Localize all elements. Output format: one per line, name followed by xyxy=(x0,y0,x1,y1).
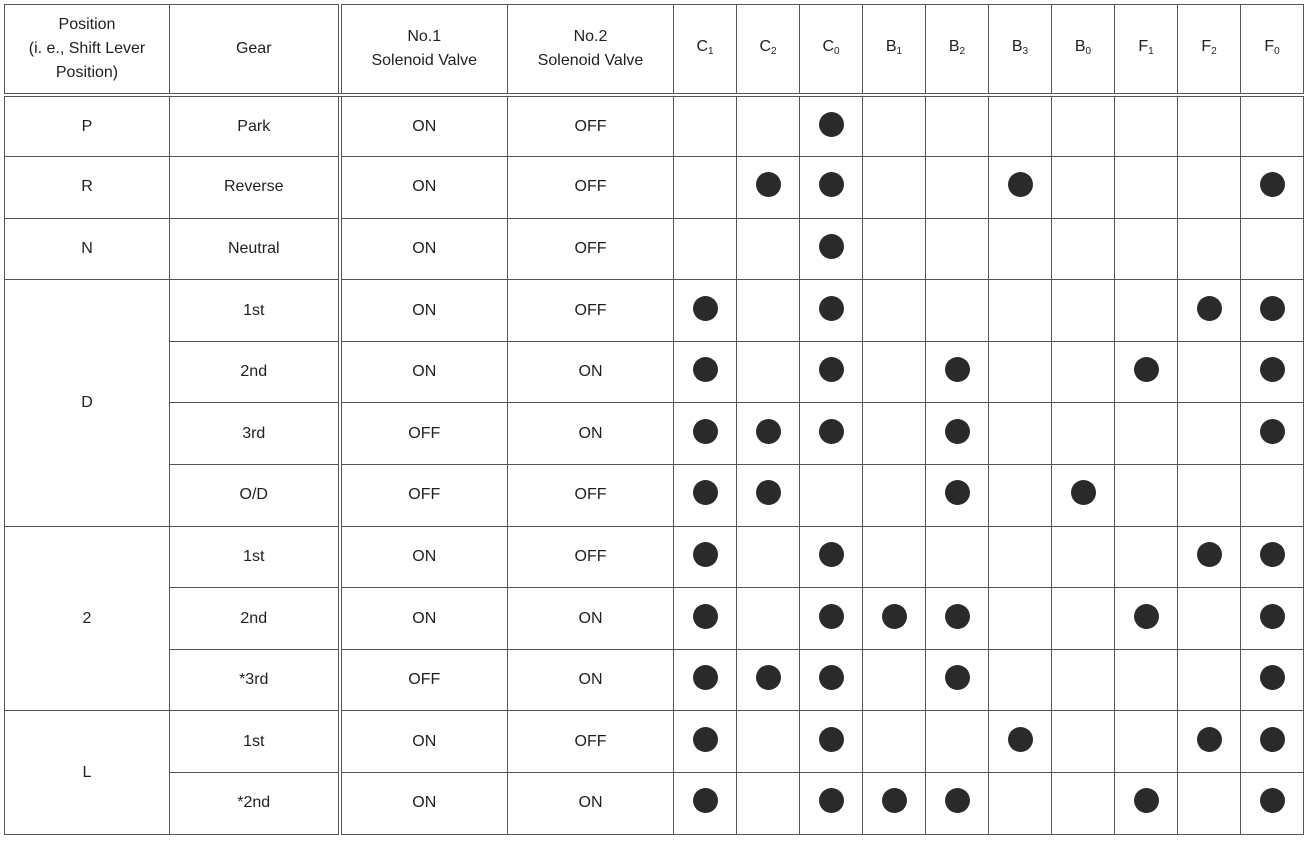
element-cell-b0 xyxy=(1052,280,1115,342)
element-cell-b2 xyxy=(926,711,989,773)
element-cell-f0 xyxy=(1241,280,1304,342)
table-row xyxy=(5,157,1304,219)
engaged-dot-icon xyxy=(819,419,844,444)
gear-cell: Park xyxy=(170,95,340,157)
element-cell-b2 xyxy=(926,465,989,527)
gear-cell: 1st xyxy=(170,526,340,588)
element-cell-b3 xyxy=(989,588,1052,650)
element-cell-b3 xyxy=(989,711,1052,773)
position-cell: P xyxy=(5,95,170,157)
element-cell-f2 xyxy=(1178,157,1241,219)
gear-cell: O/D xyxy=(170,465,340,527)
element-cell-b3 xyxy=(989,157,1052,219)
element-cell-f2 xyxy=(1178,588,1241,650)
element-cell-f2 xyxy=(1178,95,1241,157)
engaged-dot-icon xyxy=(819,296,844,321)
element-cell-b3 xyxy=(989,95,1052,157)
element-cell-c0 xyxy=(800,95,863,157)
element-cell-b2 xyxy=(926,773,989,835)
engaged-dot-icon xyxy=(693,727,718,752)
element-cell-c2 xyxy=(737,526,800,588)
engaged-dot-icon xyxy=(819,788,844,813)
gear-cell: Neutral xyxy=(170,218,340,280)
element-cell-c1 xyxy=(674,465,737,527)
gear-cell: 1st xyxy=(170,711,340,773)
element-cell-b2 xyxy=(926,341,989,403)
engaged-dot-icon xyxy=(693,296,718,321)
valve1-cell: ON xyxy=(340,218,508,280)
element-cell-b3 xyxy=(989,649,1052,711)
element-cell-b2 xyxy=(926,95,989,157)
engaged-dot-icon xyxy=(819,234,844,259)
engaged-dot-icon xyxy=(945,788,970,813)
gear-cell: Reverse xyxy=(170,157,340,219)
engaged-dot-icon xyxy=(1260,788,1285,813)
engaged-dot-icon xyxy=(882,604,907,629)
table-row xyxy=(5,218,1304,280)
element-header-7: $F_1$ xyxy=(1115,5,1178,96)
element-cell-b3 xyxy=(989,403,1052,465)
element-cell-c0 xyxy=(800,218,863,280)
valve1-cell: ON xyxy=(340,773,508,835)
element-cell-f0 xyxy=(1241,465,1304,527)
element-cell-c2 xyxy=(737,280,800,342)
position-header-line1: Position xyxy=(58,16,116,33)
engaged-dot-icon xyxy=(1197,542,1222,567)
element-cell-c0 xyxy=(800,280,863,342)
element-cell-b0 xyxy=(1052,341,1115,403)
valve2-cell: OFF xyxy=(508,711,674,773)
engaged-dot-icon xyxy=(819,172,844,197)
valve1-header-line2: Solenoid Valve xyxy=(371,52,478,69)
gear-cell: *2nd xyxy=(170,773,340,835)
engaged-dot-icon xyxy=(1197,296,1222,321)
valve2-header xyxy=(508,5,674,96)
engaged-dot-icon xyxy=(1008,727,1033,752)
element-cell-f0 xyxy=(1241,403,1304,465)
engaged-dot-icon xyxy=(945,665,970,690)
valve1-cell: ON xyxy=(340,341,508,403)
element-cell-f1 xyxy=(1115,341,1178,403)
element-cell-c0 xyxy=(800,341,863,403)
engaged-dot-icon xyxy=(1197,727,1222,752)
element-cell-f1 xyxy=(1115,649,1178,711)
element-cell-f2 xyxy=(1178,465,1241,527)
engaged-dot-icon xyxy=(1134,788,1159,813)
element-cell-f1 xyxy=(1115,711,1178,773)
element-header-4: $B_2$ xyxy=(926,5,989,96)
element-cell-b0 xyxy=(1052,649,1115,711)
element-cell-b0 xyxy=(1052,711,1115,773)
element-cell-c1 xyxy=(674,280,737,342)
element-cell-b3 xyxy=(989,280,1052,342)
engaged-dot-icon xyxy=(1260,604,1285,629)
element-header-3: $B_1$ xyxy=(863,5,926,96)
element-cell-b1 xyxy=(863,95,926,157)
table-row xyxy=(5,649,1304,711)
valve2-cell: OFF xyxy=(508,280,674,342)
element-cell-f0 xyxy=(1241,157,1304,219)
engaged-dot-icon xyxy=(945,357,970,382)
position-cell: L xyxy=(5,711,170,834)
shift-position-table xyxy=(4,4,1304,835)
element-cell-b3 xyxy=(989,526,1052,588)
valve2-cell: OFF xyxy=(508,526,674,588)
element-cell-c0 xyxy=(800,526,863,588)
element-header-2: $C_0$ xyxy=(800,5,863,96)
element-cell-b2 xyxy=(926,649,989,711)
engaged-dot-icon xyxy=(819,357,844,382)
table-row xyxy=(5,588,1304,650)
element-cell-b1 xyxy=(863,773,926,835)
header-row xyxy=(5,5,1304,96)
element-cell-c0 xyxy=(800,403,863,465)
element-cell-f0 xyxy=(1241,588,1304,650)
engaged-dot-icon xyxy=(693,480,718,505)
element-cell-f1 xyxy=(1115,773,1178,835)
valve1-cell: ON xyxy=(340,526,508,588)
element-cell-c1 xyxy=(674,95,737,157)
element-header-0: $C_1$ xyxy=(674,5,737,96)
position-cell: N xyxy=(5,218,170,280)
valve1-header xyxy=(340,5,508,96)
element-cell-b1 xyxy=(863,465,926,527)
engaged-dot-icon xyxy=(1260,357,1285,382)
element-cell-c2 xyxy=(737,95,800,157)
element-cell-b2 xyxy=(926,218,989,280)
valve1-header-line1: No.1 xyxy=(407,28,442,45)
element-cell-f2 xyxy=(1178,773,1241,835)
engaged-dot-icon xyxy=(1260,172,1285,197)
element-cell-b3 xyxy=(989,465,1052,527)
shift-table-container xyxy=(4,4,1304,835)
engaged-dot-icon xyxy=(1260,542,1285,567)
element-cell-c2 xyxy=(737,341,800,403)
element-header-9: $F_0$ xyxy=(1241,5,1304,96)
element-cell-f1 xyxy=(1115,280,1178,342)
element-cell-f2 xyxy=(1178,280,1241,342)
valve1-cell: OFF xyxy=(340,649,508,711)
engaged-dot-icon xyxy=(756,480,781,505)
engaged-dot-icon xyxy=(819,665,844,690)
engaged-dot-icon xyxy=(882,788,907,813)
element-cell-f2 xyxy=(1178,403,1241,465)
engaged-dot-icon xyxy=(819,542,844,567)
element-cell-b1 xyxy=(863,403,926,465)
element-cell-c0 xyxy=(800,773,863,835)
element-cell-f0 xyxy=(1241,773,1304,835)
table-row xyxy=(5,711,1304,773)
position-header xyxy=(5,5,170,96)
element-cell-c2 xyxy=(737,218,800,280)
valve2-cell: OFF xyxy=(508,218,674,280)
element-cell-c2 xyxy=(737,157,800,219)
engaged-dot-icon xyxy=(945,480,970,505)
valve1-cell: ON xyxy=(340,95,508,157)
valve1-cell: ON xyxy=(340,588,508,650)
element-cell-c1 xyxy=(674,773,737,835)
engaged-dot-icon xyxy=(1260,419,1285,444)
element-cell-c1 xyxy=(674,341,737,403)
element-cell-c1 xyxy=(674,588,737,650)
element-cell-c2 xyxy=(737,649,800,711)
table-row xyxy=(5,95,1304,157)
element-cell-f0 xyxy=(1241,711,1304,773)
element-cell-c1 xyxy=(674,403,737,465)
engaged-dot-icon xyxy=(819,604,844,629)
valve2-header-line1: No.2 xyxy=(573,28,608,45)
table-row xyxy=(5,465,1304,527)
element-cell-b1 xyxy=(863,711,926,773)
element-cell-f2 xyxy=(1178,341,1241,403)
element-cell-c0 xyxy=(800,649,863,711)
gear-cell: *3rd xyxy=(170,649,340,711)
engaged-dot-icon xyxy=(819,727,844,752)
engaged-dot-icon xyxy=(1134,357,1159,382)
element-header-8: $F_2$ xyxy=(1178,5,1241,96)
element-cell-b1 xyxy=(863,280,926,342)
element-cell-f1 xyxy=(1115,218,1178,280)
element-cell-b3 xyxy=(989,218,1052,280)
valve2-cell: ON xyxy=(508,773,674,835)
valve2-cell: ON xyxy=(508,403,674,465)
valve2-cell: OFF xyxy=(508,95,674,157)
element-cell-f0 xyxy=(1241,218,1304,280)
element-cell-c1 xyxy=(674,218,737,280)
element-cell-b1 xyxy=(863,649,926,711)
element-cell-f1 xyxy=(1115,588,1178,650)
element-cell-f1 xyxy=(1115,526,1178,588)
gear-cell: 2nd xyxy=(170,588,340,650)
valve2-cell: OFF xyxy=(508,157,674,219)
element-cell-c1 xyxy=(674,157,737,219)
element-cell-b2 xyxy=(926,526,989,588)
element-cell-b0 xyxy=(1052,773,1115,835)
element-header-5: $B_3$ xyxy=(989,5,1052,96)
element-cell-f1 xyxy=(1115,157,1178,219)
valve2-cell: OFF xyxy=(508,465,674,527)
element-cell-b1 xyxy=(863,526,926,588)
position-cell: 2 xyxy=(5,526,170,711)
table-body xyxy=(5,95,1304,834)
element-cell-c1 xyxy=(674,649,737,711)
element-cell-b2 xyxy=(926,588,989,650)
position-header-line2: (i. e., Shift Lever xyxy=(28,40,146,57)
engaged-dot-icon xyxy=(1071,480,1096,505)
element-cell-f0 xyxy=(1241,341,1304,403)
element-cell-f2 xyxy=(1178,711,1241,773)
engaged-dot-icon xyxy=(819,112,844,137)
element-cell-c2 xyxy=(737,711,800,773)
element-cell-b2 xyxy=(926,280,989,342)
table-row xyxy=(5,773,1304,835)
engaged-dot-icon xyxy=(693,604,718,629)
element-cell-c0 xyxy=(800,711,863,773)
engaged-dot-icon xyxy=(693,788,718,813)
element-cell-f1 xyxy=(1115,95,1178,157)
element-cell-c2 xyxy=(737,773,800,835)
engaged-dot-icon xyxy=(1134,604,1159,629)
element-cell-f0 xyxy=(1241,526,1304,588)
engaged-dot-icon xyxy=(1260,665,1285,690)
element-cell-c0 xyxy=(800,157,863,219)
engaged-dot-icon xyxy=(693,419,718,444)
engaged-dot-icon xyxy=(693,665,718,690)
element-cell-f1 xyxy=(1115,403,1178,465)
gear-cell: 3rd xyxy=(170,403,340,465)
element-cell-c2 xyxy=(737,403,800,465)
gear-cell: 1st xyxy=(170,280,340,342)
element-cell-b3 xyxy=(989,773,1052,835)
element-cell-f0 xyxy=(1241,649,1304,711)
element-cell-c0 xyxy=(800,465,863,527)
position-header-line3: Position) xyxy=(55,64,119,81)
engaged-dot-icon xyxy=(1260,727,1285,752)
element-cell-b1 xyxy=(863,157,926,219)
engaged-dot-icon xyxy=(1260,296,1285,321)
valve2-cell: ON xyxy=(508,341,674,403)
element-cell-b2 xyxy=(926,403,989,465)
engaged-dot-icon xyxy=(693,542,718,567)
table-row xyxy=(5,341,1304,403)
engaged-dot-icon xyxy=(756,172,781,197)
valve2-cell: ON xyxy=(508,588,674,650)
engaged-dot-icon xyxy=(1008,172,1033,197)
element-cell-b0 xyxy=(1052,95,1115,157)
element-cell-b1 xyxy=(863,341,926,403)
gear-header: Gear xyxy=(170,5,340,96)
element-cell-b1 xyxy=(863,218,926,280)
element-cell-b0 xyxy=(1052,403,1115,465)
table-row xyxy=(5,280,1304,342)
element-cell-c1 xyxy=(674,711,737,773)
engaged-dot-icon xyxy=(693,357,718,382)
valve1-cell: OFF xyxy=(340,465,508,527)
valve2-header-line2: Solenoid Valve xyxy=(537,52,644,69)
element-cell-b0 xyxy=(1052,526,1115,588)
table-row xyxy=(5,403,1304,465)
element-cell-c2 xyxy=(737,588,800,650)
element-header-1: $C_2$ xyxy=(737,5,800,96)
valve1-cell: OFF xyxy=(340,403,508,465)
element-cell-b2 xyxy=(926,157,989,219)
element-cell-b3 xyxy=(989,341,1052,403)
element-cell-b0 xyxy=(1052,157,1115,219)
gear-cell: 2nd xyxy=(170,341,340,403)
element-cell-c0 xyxy=(800,588,863,650)
element-cell-b0 xyxy=(1052,588,1115,650)
element-cell-b1 xyxy=(863,588,926,650)
element-cell-b0 xyxy=(1052,218,1115,280)
element-cell-f1 xyxy=(1115,465,1178,527)
element-cell-b0 xyxy=(1052,465,1115,527)
element-cell-f0 xyxy=(1241,95,1304,157)
position-cell: D xyxy=(5,280,170,526)
element-cell-c1 xyxy=(674,526,737,588)
element-cell-c2 xyxy=(737,465,800,527)
engaged-dot-icon xyxy=(756,665,781,690)
valve1-cell: ON xyxy=(340,280,508,342)
table-row xyxy=(5,526,1304,588)
element-cell-f2 xyxy=(1178,218,1241,280)
valve1-cell: ON xyxy=(340,711,508,773)
engaged-dot-icon xyxy=(945,419,970,444)
engaged-dot-icon xyxy=(945,604,970,629)
valve1-cell: ON xyxy=(340,157,508,219)
element-cell-f2 xyxy=(1178,526,1241,588)
element-header-6: $B_0$ xyxy=(1052,5,1115,96)
valve2-cell: ON xyxy=(508,649,674,711)
engaged-dot-icon xyxy=(756,419,781,444)
position-cell: R xyxy=(5,157,170,219)
element-cell-f2 xyxy=(1178,649,1241,711)
